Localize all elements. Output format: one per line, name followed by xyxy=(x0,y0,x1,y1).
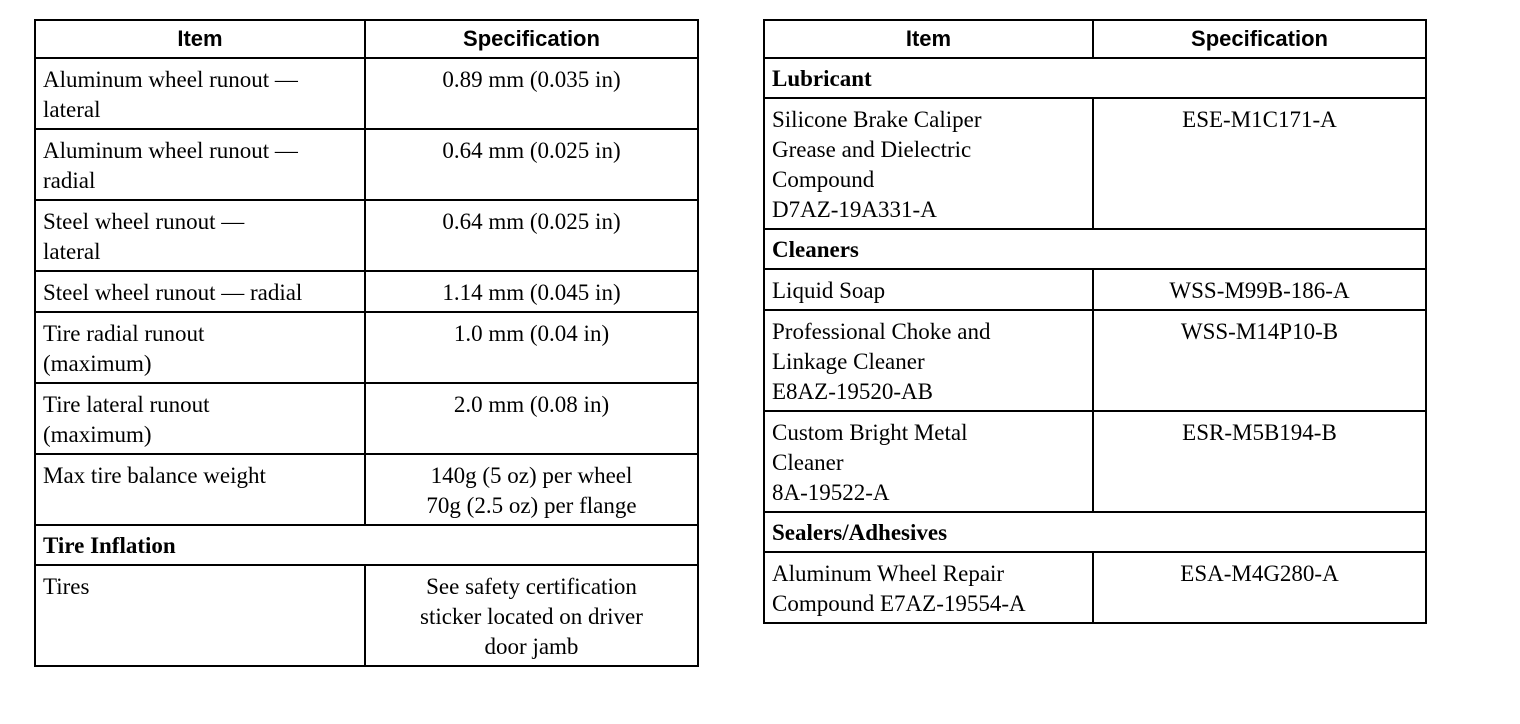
table-row xyxy=(764,411,1426,512)
item-text: Tires xyxy=(43,574,90,599)
spec-cell xyxy=(1093,411,1426,512)
spec-cell xyxy=(365,200,698,271)
item-cell xyxy=(35,271,365,312)
table-header-row xyxy=(35,20,698,58)
item-text: 8A-19522-A xyxy=(772,480,890,505)
item-text: Compound xyxy=(772,167,875,192)
table-row xyxy=(764,269,1426,310)
spec-text: WSS-M14P10-B xyxy=(1180,319,1339,344)
spec-text: 140g (5 oz) per wheel xyxy=(430,463,633,488)
spec-text: 0.64 mm (0.025 in) xyxy=(442,138,621,163)
item-text: Aluminum Wheel Repair xyxy=(772,561,1005,586)
item-text: E8AZ-19520-AB xyxy=(772,379,933,404)
wheel-tire-specifications-table xyxy=(34,19,699,667)
spec-text: WSS-M99B-186-A xyxy=(1169,278,1350,303)
spec-cell xyxy=(365,129,698,200)
item-text: Linkage Cleaner xyxy=(772,349,925,374)
table-row xyxy=(764,98,1426,229)
item-text: (maximum) xyxy=(43,422,152,447)
table-row xyxy=(35,383,698,454)
column-header-specification: Specification xyxy=(365,20,698,58)
item-text: Aluminum wheel runout — xyxy=(43,138,298,163)
spec-cell xyxy=(365,312,698,383)
item-text: Compound E7AZ-19554-A xyxy=(772,591,1026,616)
section-row xyxy=(764,229,1426,269)
table-row xyxy=(764,552,1426,623)
table-row xyxy=(35,312,698,383)
spec-cell xyxy=(365,383,698,454)
item-cell xyxy=(35,565,365,666)
table-row xyxy=(35,271,698,312)
item-cell xyxy=(764,552,1093,623)
item-text: D7AZ-19A331-A xyxy=(772,197,937,222)
item-text: Max tire balance weight xyxy=(43,463,266,488)
item-text: Aluminum wheel runout — xyxy=(43,67,298,92)
table-row xyxy=(35,454,698,525)
item-cell xyxy=(35,383,365,454)
spec-text: ESR-M5B194-B xyxy=(1182,420,1337,445)
spec-text: 1.14 mm (0.045 in) xyxy=(442,280,621,305)
spec-text: sticker located on driver xyxy=(420,604,643,629)
section-title-tire-inflation: Tire Inflation xyxy=(35,525,698,565)
section-title-sealers-adhesives: Sealers/Adhesives xyxy=(764,512,1426,552)
table-row xyxy=(35,200,698,271)
column-header-item: Item xyxy=(764,20,1093,58)
spec-text: 0.89 mm (0.035 in) xyxy=(442,67,621,92)
section-row xyxy=(764,58,1426,98)
spec-cell xyxy=(1093,552,1426,623)
item-text: (maximum) xyxy=(43,351,152,376)
item-cell xyxy=(35,454,365,525)
item-text: Silicone Brake Caliper xyxy=(772,107,982,132)
spec-cell xyxy=(365,271,698,312)
item-cell xyxy=(35,58,365,129)
item-cell xyxy=(35,200,365,271)
spec-cell xyxy=(365,565,698,666)
item-text: Tire lateral runout xyxy=(43,392,210,417)
item-text: Tire radial runout xyxy=(43,321,205,346)
item-cell xyxy=(764,411,1093,512)
item-text: Professional Choke and xyxy=(772,319,991,344)
materials-specifications-table xyxy=(763,19,1427,624)
item-text: radial xyxy=(43,168,96,193)
item-cell xyxy=(35,129,365,200)
table-header-row xyxy=(764,20,1426,58)
spec-cell xyxy=(365,454,698,525)
table-row xyxy=(35,565,698,666)
item-text: Custom Bright Metal xyxy=(772,420,968,445)
spec-text: 1.0 mm (0.04 in) xyxy=(453,321,610,346)
spec-text: 70g (2.5 oz) per flange xyxy=(426,493,637,518)
item-text: Grease and Dielectric xyxy=(772,137,972,162)
spec-cell xyxy=(1093,98,1426,229)
item-text: lateral xyxy=(43,97,101,122)
item-text: Steel wheel runout — radial xyxy=(43,280,303,305)
section-row xyxy=(764,512,1426,552)
item-cell xyxy=(35,312,365,383)
spec-text: 0.64 mm (0.025 in) xyxy=(442,209,621,234)
section-title-cleaners: Cleaners xyxy=(764,229,1426,269)
table-row xyxy=(35,129,698,200)
table-row xyxy=(35,58,698,129)
item-text: lateral xyxy=(43,239,101,264)
spec-text: ESE-M1C171-A xyxy=(1182,107,1337,132)
spec-text: door jamb xyxy=(484,634,579,659)
spec-cell xyxy=(1093,269,1426,310)
spec-cell xyxy=(365,58,698,129)
item-cell xyxy=(764,98,1093,229)
column-header-item: Item xyxy=(35,20,365,58)
spec-text: ESA-M4G280-A xyxy=(1180,561,1339,586)
section-title-lubricant: Lubricant xyxy=(764,58,1426,98)
item-cell xyxy=(764,310,1093,411)
table-row xyxy=(764,310,1426,411)
spec-text: 2.0 mm (0.08 in) xyxy=(453,392,610,417)
item-text: Liquid Soap xyxy=(772,278,886,303)
spec-cell xyxy=(1093,310,1426,411)
item-text: Steel wheel runout — xyxy=(43,209,245,234)
item-text: Cleaner xyxy=(772,450,844,475)
column-header-specification: Specification xyxy=(1093,20,1426,58)
section-row xyxy=(35,525,698,565)
spec-text: See safety certification xyxy=(426,574,637,599)
item-cell xyxy=(764,269,1093,310)
